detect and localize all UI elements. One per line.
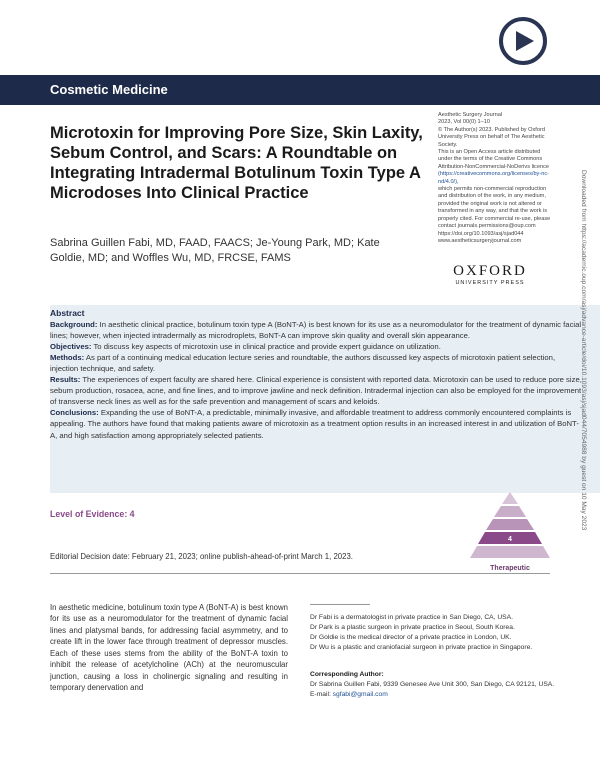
corresponding-author-heading: Corresponding Author: [310,671,384,678]
pyramid-tier-3 [486,519,534,530]
article-title: Microtoxin for Improving Pore Size, Skin Laxity, Sebum Control, and Scars: A Roundtable on Integrating Intradermal Botulinum Toxin Type A Microdoses Into Clinical Practice [50,124,423,202]
download-note-text: Downloaded from https://academic.oup.com/asj/advance-article/doi/10.1093/asj/sjad044/7054988 by guest on 10 May 2023 [580,170,587,531]
publisher-name: OXFORD [453,263,527,279]
body-paragraph: In aesthetic medicine, botulinum toxin type A (BoNT-A) is best known for its use as a neuromodulator for the treatment of dynamic facial lines and platysmal bands, for addressing facial asymmetry, and to create lift in the lower face through treatment of depressor muscles. Each of these uses stems from the ability of the BoNT-A toxin to inhibit the release of acetylcholine (ACh) at the neuromuscular junction, causing a loss in cholinergic signaling and resulting in temporary denervation and [50,603,288,693]
video-play-button[interactable] [499,17,547,65]
license-notice: This is an Open Access article distributed under the terms of the Creative Commons Attribution-NonCommercial-NoDerivs licence [438,149,549,170]
section-banner [0,75,600,105]
pyramid-top [502,492,518,504]
section-divider [50,573,550,574]
download-note [581,170,593,600]
conclusions-label: Conclusions: [50,408,99,418]
author-list: Sabrina Guillen Fabi, MD, FAAD, FAACS; Je-Young Park, MD; Kate Goldie, MD; and Woffles Wu, MD, FRCSE, FAMS [50,237,380,264]
license-link[interactable]: (https://creativecommons.org/licenses/by-nc-nd/4.0/), [438,171,549,185]
abstract-methods-section [50,352,585,374]
level-of-evidence: Level of Evidence: 4 [50,509,135,519]
author-affiliations [310,613,555,653]
affiliation-goldie: Dr Goldie is the medical director of a private practice in London, UK. [310,634,512,641]
abstract-background-section [50,319,585,341]
doi-link[interactable]: https://doi.org/10.1093/asj/sjad044 [438,230,524,237]
background-text: In aesthetic clinical practice, botulinum toxin type A (BoNT-A) is best known for its use as a neuromodulator for the treatment of dynamic facial lines; however, when injected intradermally as microdroplets, BoNT-A can improve skin quality and overall skin appearance. [50,320,582,341]
methods-label: Methods: [50,353,85,363]
abstract-objectives-section [50,341,585,352]
results-label: Results: [50,375,81,385]
evidence-pyramid-icon [470,492,550,576]
corresponding-author-address: Dr Sabrina Guillen Fabi, 9339 Genesee Ave Unit 300, San Diego, CA 92121, USA. [310,681,555,688]
conclusions-text: Expanding the use of BoNT-A, a predictable, minimally invasive, and affordable treatment to address commonly encountered complaints is appealing. The authors have found that making patients aware of microtoxin as a treatment option results in an increased interest in and utilization of BoNT-A, and high satisfaction among appropriately selected patients. [50,408,579,440]
pyramid-level-number: 4 [508,536,512,543]
affiliations-divider [310,604,370,605]
section-label: Cosmetic Medicine [50,82,168,97]
affiliation-wu: Dr Wu is a plastic and craniofacial surgeon in private practice in Singapore. [310,644,533,651]
abstract [50,308,585,441]
journal-website[interactable]: www.aestheticsurgeryjournal.com [438,237,522,244]
affiliation-park: Dr Park is a plastic surgeon in private practice in Seoul, South Korea. [310,624,515,631]
abstract-heading: Abstract [50,308,85,318]
license-terms: which permits non-commercial reproduction and distribution of the work, in any medium, provided the original work is not altered or transformed in any way, and that the work is properly cited. For commercial re-use, please contact journals.permissions@oup.com [438,186,551,230]
background-label: Background: [50,320,98,330]
publisher-subtitle: UNIVERSITY PRESS [455,280,525,286]
journal-name: Aesthetic Surgery Journal [438,112,503,118]
journal-volume: 2023, Vol 00(0) 1–10 [438,119,490,126]
objectives-text: To discuss key aspects of microtoxin use in clinical practice and provide expert guidance on utilization. [91,342,441,352]
pyramid-caption: Therapeutic [490,565,530,572]
objectives-label: Objectives: [50,342,92,352]
abstract-conclusions-section [50,407,585,440]
email-link[interactable]: sgfabi@gmail.com [332,691,388,698]
affiliation-fabi: Dr Fabi is a dermatologist in private practice in San Diego, CA, USA. [310,614,513,621]
copyright-notice: © The Author(s) 2023. Published by Oxford University Press on behalf of The Aesthetic Society. [438,126,545,148]
publisher-logo [440,263,540,286]
methods-text: As part of a continuing medical education lecture series and roundtable, the authors discussed key aspects of microtoxin patient selection, injection technique, and safety. [50,353,556,374]
corresponding-author-email-line [310,690,555,700]
abstract-results-section [50,374,585,407]
pyramid-tier-2 [494,506,526,517]
pyramid-tier-5 [470,546,550,558]
corresponding-author [310,670,555,700]
email-label: E-mail: [310,691,333,698]
journal-info [438,112,556,245]
play-icon [516,31,534,51]
results-text: The experiences of expert faculty are shared here. Clinical experience is consistent with reported data. Microtoxin can be used to reduce pore size, sebum production, rosacea, acne, and fine lines, and to improve jawline and neck definition. Intradermal injection can also be employed for the improvement of transverse neck lines as well as for the safe prevention and management of scars and keloids. [50,375,582,407]
editorial-dates: Editorial Decision date: February 21, 2023; online publish-ahead-of-print March 1, 2023. [50,552,353,561]
